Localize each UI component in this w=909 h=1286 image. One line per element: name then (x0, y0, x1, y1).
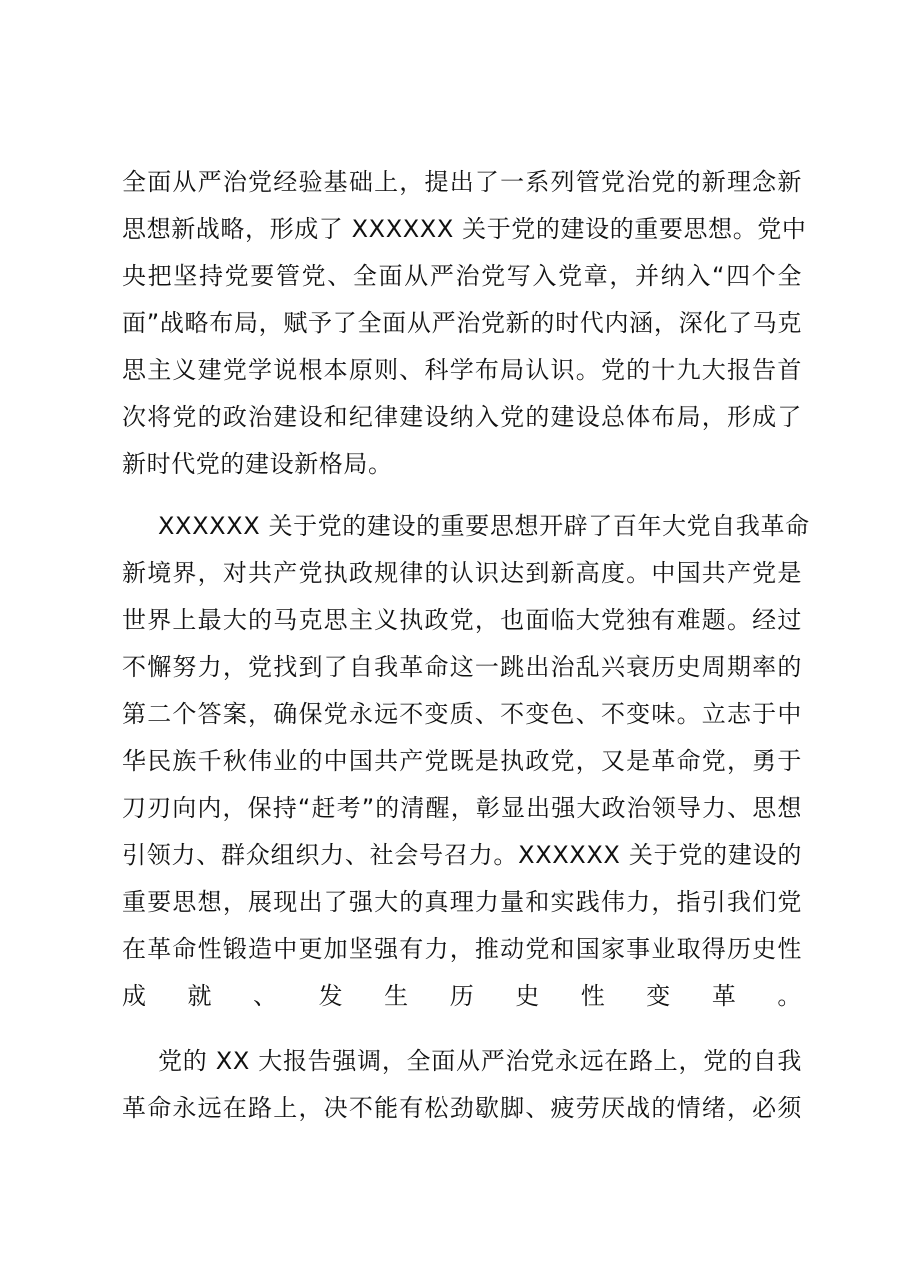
paragraph-2-line-2: 新境界，对共产党执政规律的认识达到新高度。中国共产党是 (122, 559, 802, 587)
paragraph-2-line-5: 第二个答案，确保党永远不变质、不变色、不变味。立志于中 (122, 700, 802, 728)
paragraph-2-line-8: 引领力、群众组织力、社会号召力。XXXXXX 关于党的建设的 (122, 841, 802, 869)
paragraph-2-line-1: XXXXXX 关于党的建设的重要思想开辟了百年大党自我革命 (158, 512, 810, 540)
paragraph-1-line-7: 新时代党的建设新格局。 (122, 450, 393, 478)
paragraph-3-line-2: 革命永远在路上，决不能有松劲歇脚、疲劳厌战的情绪，必须 (122, 1094, 802, 1122)
paragraph-2-line-11: 成就、发生历史性变革。 (122, 982, 802, 1010)
paragraph-3 (122, 1038, 802, 1132)
paragraph-2-line-10: 在革命性锻造中更加坚强有力，推动党和国家事业取得历史性 (122, 935, 802, 963)
paragraph-1-line-2: 思想新战略，形成了 XXXXXX 关于党的建设的重要思想。党中 (122, 215, 807, 243)
paragraph-1-line-5: 思主义建党学说根本原则、科学布局认识。党的十九大报告首 (122, 356, 802, 384)
paragraph-2-line-9: 重要思想，展现出了强大的真理力量和实践伟力，指引我们党 (122, 888, 802, 916)
paragraph-2-line-6: 华民族千秋伟业的中国共产党既是执政党，又是革命党，勇于 (122, 747, 802, 775)
paragraph-1-line-6: 次将党的政治建设和纪律建设纳入党的建设总体布局，形成了 (122, 403, 802, 431)
paragraph-2-line-7: 刀刃向内，保持“赶考”的清醒，彰显出强大政治领导力、思想 (122, 794, 802, 822)
paragraph-2 (122, 503, 810, 1067)
paragraph-1-line-3: 央把坚持党要管党、全面从严治党写入党章，并纳入“四个全 (122, 262, 802, 290)
paragraph-1-line-4: 面”战略布局，赋予了全面从严治党新的时代内涵，深化了马克 (122, 309, 802, 337)
paragraph-3-line-1: 党的 XX 大报告强调，全面从严治党永远在路上，党的自我 (158, 1047, 802, 1075)
paragraph-1-line-1: 全面从严治党经验基础上，提出了一系列管党治党的新理念新 (122, 168, 802, 196)
paragraph-2-line-4: 不懈努力，党找到了自我革命这一跳出治乱兴衰历史周期率的 (122, 653, 802, 681)
paragraph-2-line-3: 世界上最大的马克思主义执政党，也面临大党独有难题。经过 (122, 606, 802, 634)
paragraph-1 (122, 159, 807, 488)
